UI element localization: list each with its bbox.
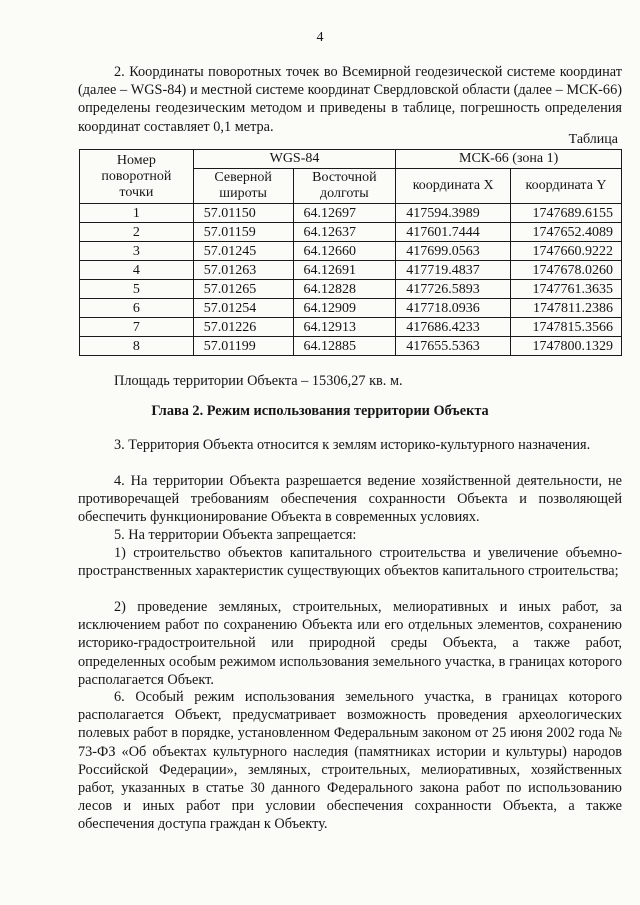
cell-x: 417699.0563: [396, 242, 511, 261]
paragraph-6: 6. Особый режим использования земельного участка, в границах которого располагается Объект, предусматривает возможность проведения археологических полевых работ в порядке, установленном Федеральным законом от 25 июня 2002 года № 73-ФЗ «Об объектах культурного наследия (памятниках истории и культуры) народов Российской Федерации», земляных, строительных, мелиоративных, хозяйственных работ, указанных в статье 30 данного Федерального закона работ по использованию лесов и иных работ при условии обеспечения сохранности Объекта, а также обеспечения доступа граждан к Объекту.: [78, 689, 622, 833]
cell-north: 57.01265: [193, 280, 293, 299]
table-row: [80, 204, 622, 223]
cell-y: 1747761.3635: [511, 280, 622, 299]
cell-north: 57.01254: [193, 299, 293, 318]
cell-y: 1747811.2386: [511, 299, 622, 318]
cell-point: 5: [80, 280, 194, 299]
cell-east: 64.12909: [293, 299, 396, 318]
cell-north: 57.01150: [193, 204, 293, 223]
cell-east: 64.12697: [293, 204, 396, 223]
cell-north: 57.01159: [193, 223, 293, 242]
column-group-wgs84: WGS-84: [193, 150, 396, 169]
paragraph-5-item-1: 1) строительство объектов капитального строительства и увеличение объемно-пространственных характеристик существующих объектов капитального строительства;: [78, 545, 622, 580]
cell-north: 57.01199: [193, 337, 293, 356]
cell-point: 1: [80, 204, 194, 223]
column-header-y: координата Y: [511, 169, 622, 204]
cell-north: 57.01263: [193, 261, 293, 280]
cell-point: 4: [80, 261, 194, 280]
cell-point: 7: [80, 318, 194, 337]
table-row: [80, 242, 622, 261]
table-row: [80, 223, 622, 242]
table-row: [80, 337, 622, 356]
area-text: Площадь территории Объекта – 15306,27 кв. м.: [114, 373, 403, 389]
column-header-east-longitude: Восточной долготы: [293, 169, 396, 204]
cell-north: 57.01226: [193, 318, 293, 337]
table-row: [80, 318, 622, 337]
cell-x: 417686.4233: [396, 318, 511, 337]
cell-x: 417594.3989: [396, 204, 511, 223]
coordinates-table: [79, 149, 622, 356]
cell-east: 64.12691: [293, 261, 396, 280]
table-row: [80, 299, 622, 318]
column-header-point: Номер поворотной точки: [80, 150, 194, 204]
column-header-north-latitude: Северной широты: [193, 169, 293, 204]
column-header-x: координата X: [396, 169, 511, 204]
column-group-msk66: МСК-66 (зона 1): [396, 150, 622, 169]
cell-x: 417719.4837: [396, 261, 511, 280]
paragraph-3: 3. Территория Объекта относится к землям историко-культурного назначения.: [114, 437, 591, 453]
cell-y: 1747660.9222: [511, 242, 622, 261]
paragraph-2: 2. Координаты поворотных точек во Всемирной геодезической системе координат (далее – WGS-84) и местной системе координат Свердловской области (далее – МСК-66) определены геодезическим методом и приведены в таблице, погрешность определения координат составляет 0,1 метра.: [78, 64, 622, 135]
cell-east: 64.12913: [293, 318, 396, 337]
table-row: [80, 280, 622, 299]
cell-x: 417718.0936: [396, 299, 511, 318]
paragraph-5: 5. На территории Объекта запрещается:: [114, 527, 357, 543]
cell-point: 2: [80, 223, 194, 242]
paragraph-4: 4. На территории Объекта разрешается ведение хозяйственной деятельности, не противоречащей требованиям обеспечения сохранности Объекта и позволяющей обеспечить функционирование Объекта в современных условиях.: [78, 473, 622, 526]
cell-east: 64.12828: [293, 280, 396, 299]
cell-x: 417726.5893: [396, 280, 511, 299]
cell-x: 417601.7444: [396, 223, 511, 242]
cell-x: 417655.5363: [396, 337, 511, 356]
cell-y: 1747652.4089: [511, 223, 622, 242]
cell-point: 6: [80, 299, 194, 318]
cell-point: 8: [80, 337, 194, 356]
cell-y: 1747678.0260: [511, 261, 622, 280]
chapter-heading: Глава 2. Режим использования территории Объекта: [151, 403, 489, 419]
paragraph-5-item-2: 2) проведение земляных, строительных, мелиоративных и иных работ, за исключением работ по сохранению Объекта или его отдельных элементов, сохранению историко-градостроительной или природной среды Объекта, а также работ, определенных особым режимом использования земельного участка, в границах которого располагается Объект.: [78, 599, 622, 688]
table-caption: Таблица: [568, 132, 618, 147]
table-body: [80, 204, 622, 356]
cell-east: 64.12660: [293, 242, 396, 261]
cell-y: 1747800.1329: [511, 337, 622, 356]
cell-north: 57.01245: [193, 242, 293, 261]
table-row: [80, 261, 622, 280]
cell-point: 3: [80, 242, 194, 261]
cell-y: 1747815.3566: [511, 318, 622, 337]
cell-east: 64.12637: [293, 223, 396, 242]
cell-east: 64.12885: [293, 337, 396, 356]
page-number: 4: [316, 30, 324, 45]
cell-y: 1747689.6155: [511, 204, 622, 223]
